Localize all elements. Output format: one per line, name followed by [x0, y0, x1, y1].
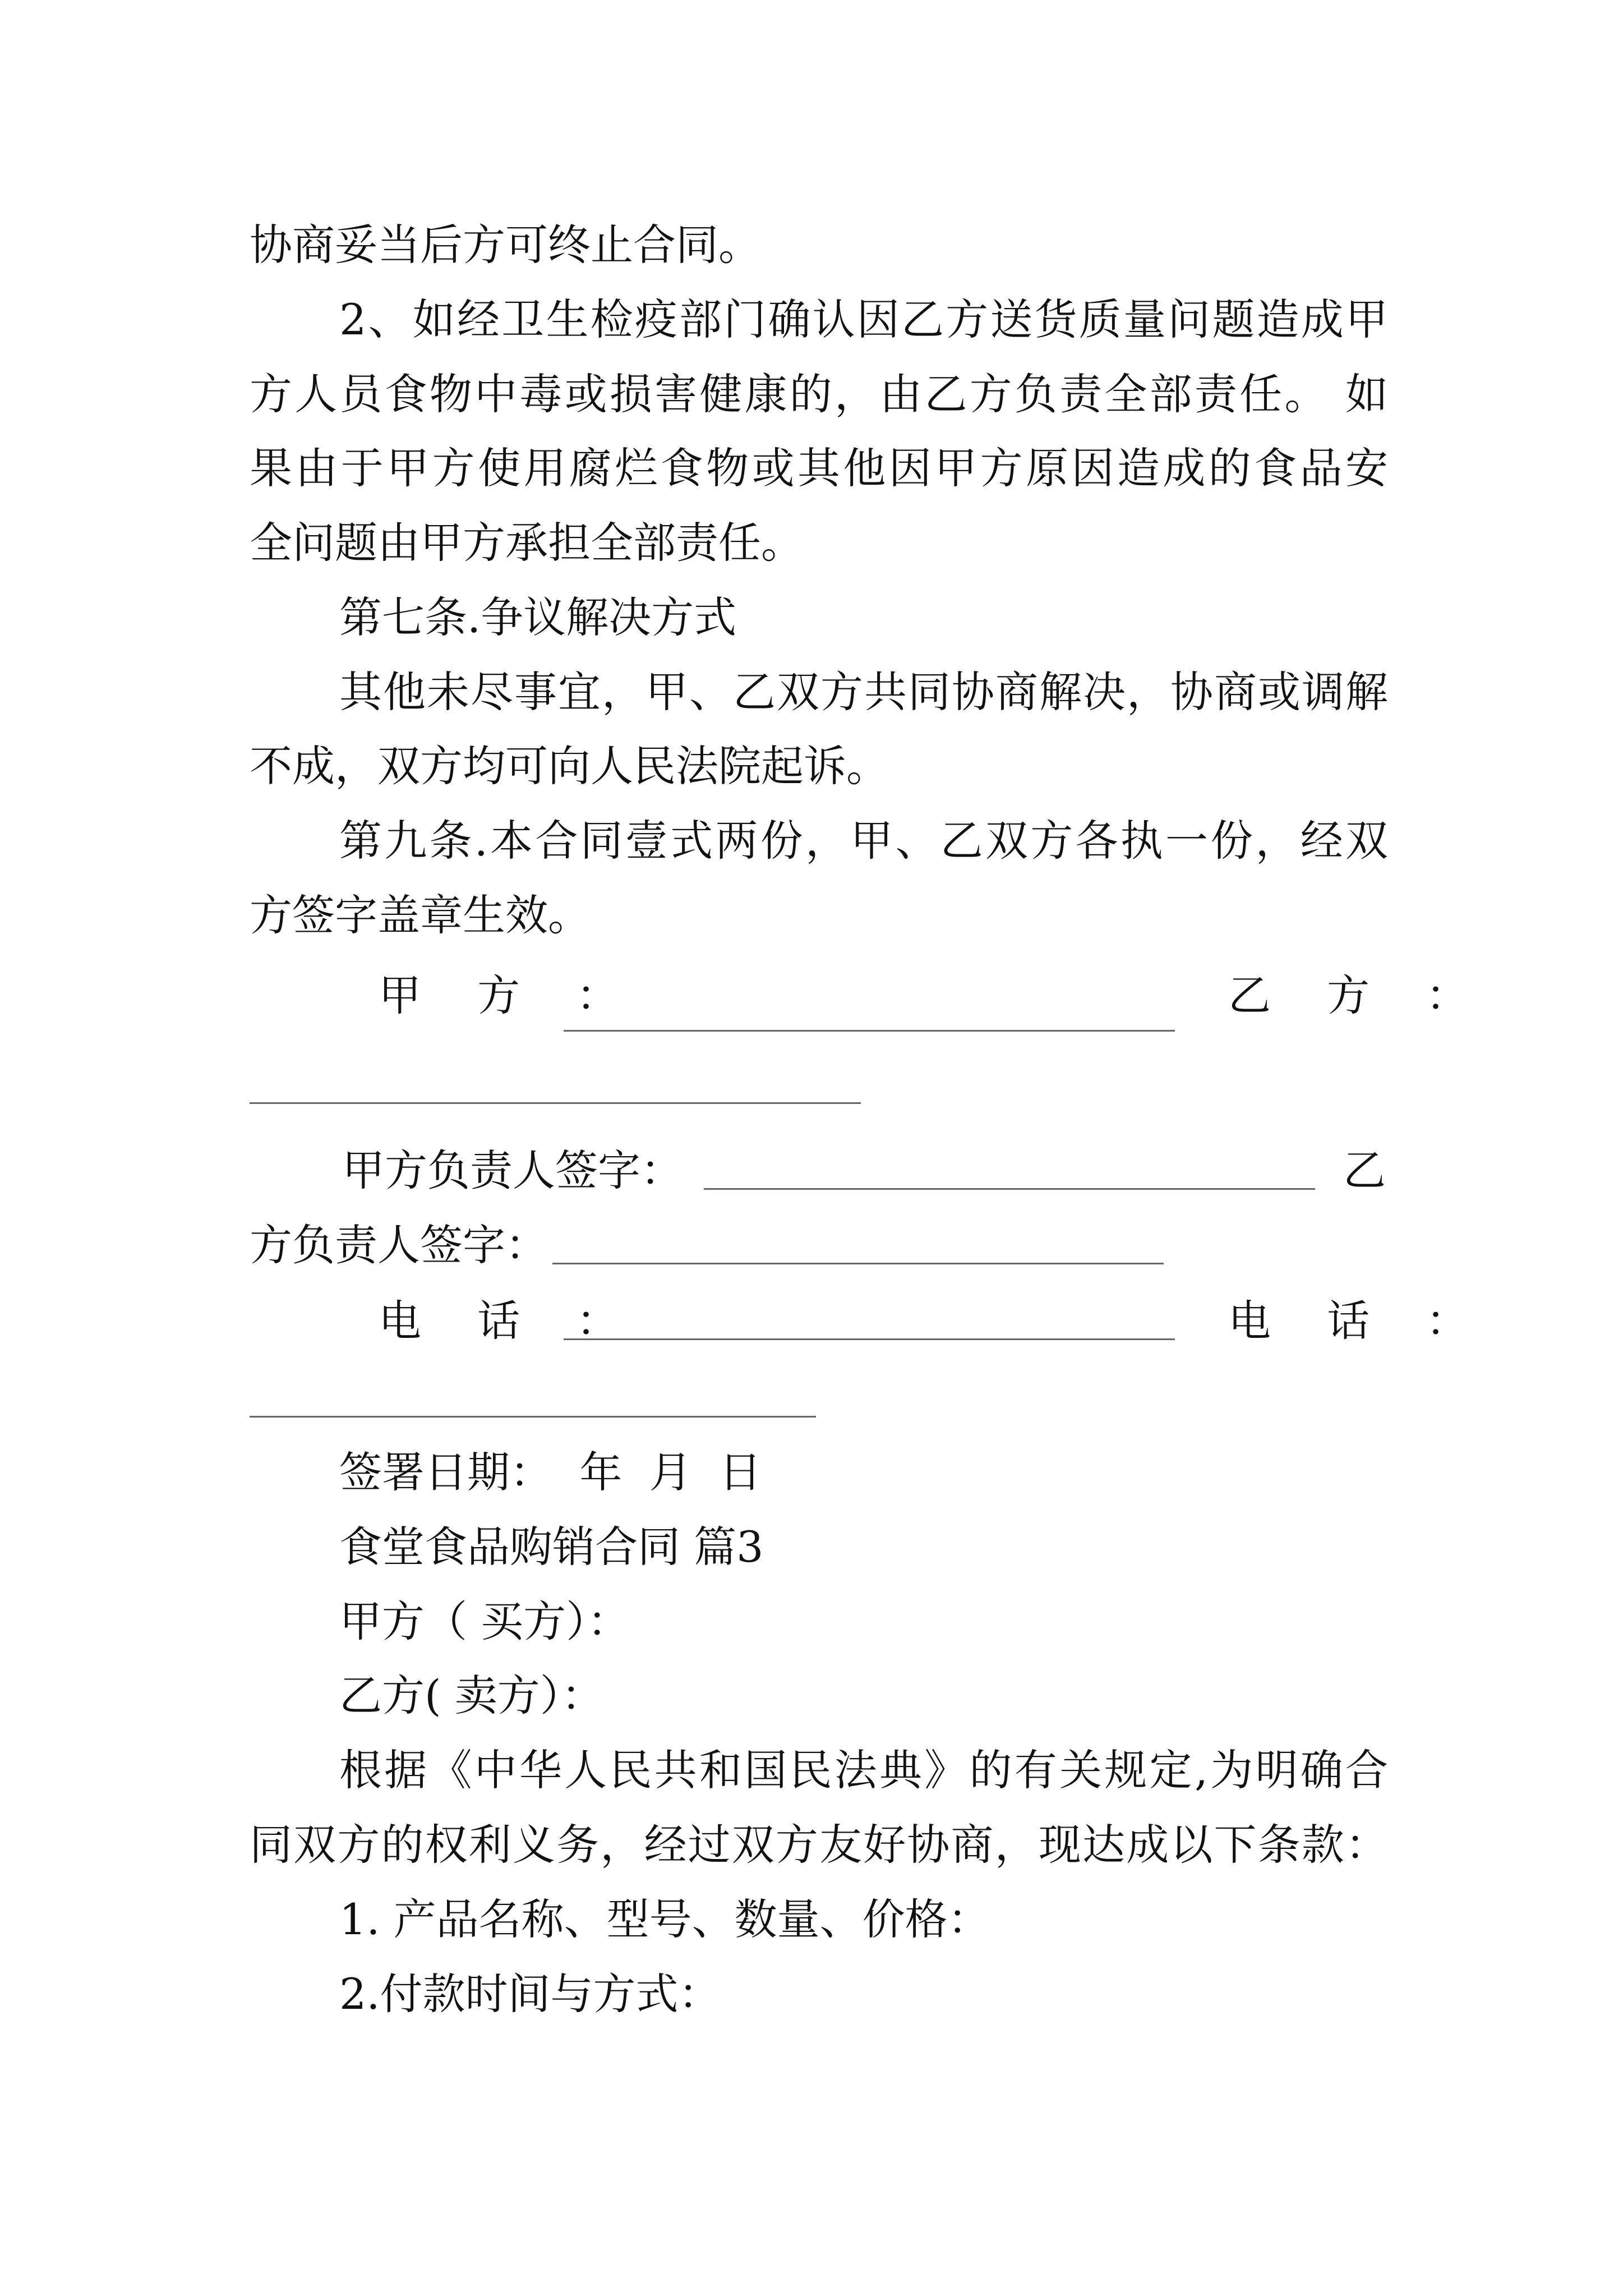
contract-title: 食堂食品购销合同 篇3 [339, 1522, 764, 1572]
clause-item: 2.付款时间与方式： [339, 1969, 721, 2019]
paragraph-line: 方签字盖章生效。 [250, 890, 591, 940]
signing-date: 签署日期： 年 月 日 [339, 1447, 762, 1497]
party-a-label: 甲 方 ： [379, 970, 640, 1020]
paragraph-line: 果由于甲方使用腐烂食物或其他因甲方原因造成的食品安 [250, 443, 1388, 493]
party-b-seller: 乙方( 卖方）： [339, 1671, 604, 1720]
section-heading: 第七条.争议解决方式 [339, 592, 737, 642]
paragraph-line: 同双方的权利义务，经过双方友好协商，现达成以下条款： [250, 1820, 1388, 1870]
paragraph-line: 其他未尽事宜，甲、乙双方共同协商解决，协商或调解 [339, 667, 1388, 717]
phone-a-line [564, 1338, 1175, 1340]
paragraph-line: 2、如经卫生检疫部门确认因乙方送货质量问题造成甲 [339, 295, 1388, 344]
phone-b-label: 电 话 ： [1228, 1296, 1490, 1346]
paragraph-line: 协商妥当后方可终止合同。 [250, 220, 761, 270]
document-page [250, 0, 1490, 2296]
phone-a-label: 电 话 ： [379, 1296, 640, 1346]
party-b-rep-label: 乙 [1343, 1145, 1386, 1195]
clause-item: 1. 产品名称、型号、数量、价格： [339, 1894, 990, 1944]
paragraph-line: 根据《中华人民共和国民法典》的有关规定,为明确合 [339, 1745, 1388, 1795]
party-a-buyer: 甲方（ 买方）： [339, 1596, 630, 1646]
paragraph-line: 第九条.本合同壹式两份，甲、乙双方各执一份，经双 [339, 816, 1388, 866]
party-a-signature-line [564, 1030, 1175, 1032]
paragraph-line: 全问题由甲方承担全部责任。 [250, 518, 804, 568]
party-b-label: 乙 方 ： [1228, 970, 1490, 1020]
party-b-signature-line [250, 1102, 861, 1104]
party-b-rep-label: 方负责人签字： [250, 1220, 548, 1270]
party-a-rep-signature-line [704, 1188, 1315, 1190]
party-a-rep-label: 甲方负责人签字： [342, 1145, 683, 1195]
phone-b-line [250, 1416, 816, 1418]
paragraph-line: 不成，双方均可向人民法院起诉。 [250, 741, 889, 791]
party-b-rep-signature-line [552, 1263, 1164, 1264]
paragraph-line: 方人员食物中毒或损害健康的，由乙方负责全部责任。 如 [250, 369, 1388, 419]
